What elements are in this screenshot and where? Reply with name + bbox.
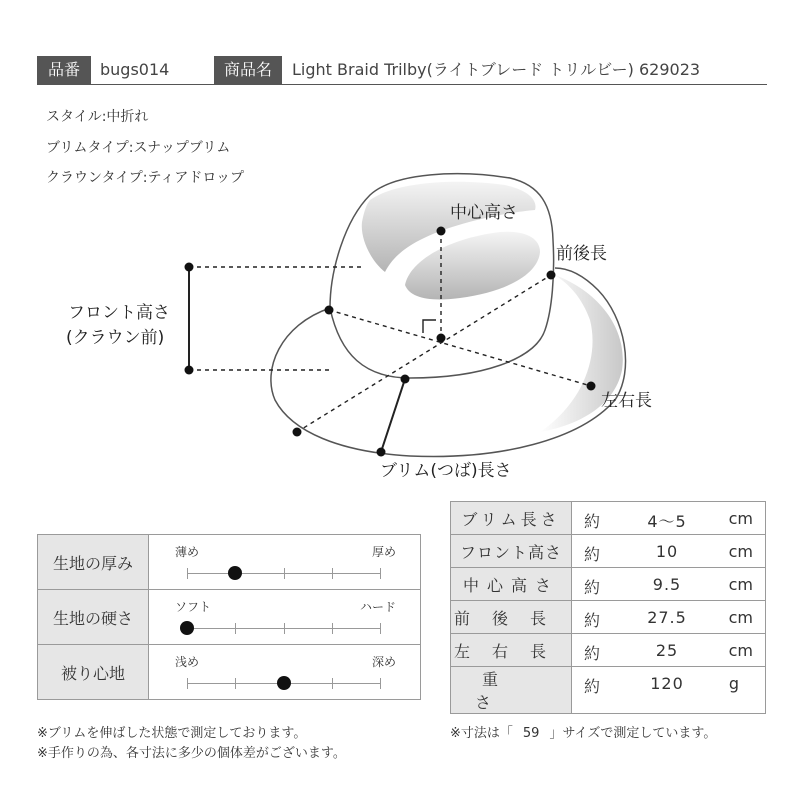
product-name: Light Braid Trilby(ライトブレード トリルビー) 629023 [292,60,701,79]
measurement-value: 10 [655,542,679,561]
measurement-value-cell [572,667,766,714]
label-front-height-2: (クラウン前) [66,328,165,348]
measurement-row [451,502,766,535]
rating-label: 被り心地 [38,645,149,700]
measurement-table [450,501,766,714]
measurement-row [451,667,766,714]
approx-mark: 約 [584,578,601,597]
scale-min-label: 薄め [175,545,200,559]
note-handmade-variance: ※手作りの為、各寸法に多少の個体差がございます。 [37,746,346,761]
label-front-back: 前後長 [556,244,607,264]
label-center-height: 中心高さ [450,203,518,223]
scale-marker [180,621,194,635]
measurement-row [451,568,766,601]
scale-max-label: 厚め [371,545,396,559]
rating-scale [149,590,421,645]
measurement-label: 前後長 [451,601,572,634]
scale-marker [277,676,291,690]
rating-row [38,535,421,590]
note-size-suffix: 」サイズで測定しています。 [549,726,717,741]
measurement-value-cell [572,568,766,601]
scale-max-label: ハード [359,600,396,614]
fabric-rating-table [37,534,421,700]
measurement-unit: cm [728,542,753,561]
measurement-label: 中心高さ [451,568,572,601]
measurement-label: ブリム長さ [451,502,572,535]
measurement-value: 9.5 [652,575,682,594]
product-name-label: 商品名 [214,56,282,84]
spec-style: スタイル:中折れ [46,109,149,125]
scale-min-label: ソフト [175,600,212,614]
measurement-unit: cm [728,641,753,660]
measurement-unit: cm [728,608,753,627]
measurement-row [451,601,766,634]
rating-scale [149,535,421,590]
measurement-unit: cm [728,575,753,594]
measurement-label: 重さ [451,667,572,714]
hat-diagram [0,160,800,490]
measurement-value-cell [572,634,766,667]
measurement-value: 120 [650,674,684,693]
note-size [450,722,716,741]
approx-mark: 約 [584,512,601,531]
measurement-unit: g [728,674,739,693]
scale-marker [228,566,242,580]
item-number: bugs014 [100,60,170,79]
measurement-value-cell [572,535,766,568]
measurement-value-cell [572,601,766,634]
measurement-value-cell [572,502,766,535]
measurement-value: 27.5 [647,608,687,627]
rating-scale [149,645,421,700]
measurement-label: フロント高さ [451,535,572,568]
rating-row [38,590,421,645]
note-size-value: 59 [522,726,540,741]
rating-row [38,645,421,700]
scale-min-label: 浅め [175,655,200,669]
note-size-prefix: ※寸法は「 [450,726,513,741]
item-number-label: 品番 [37,56,91,84]
scale-track [187,573,381,574]
approx-mark: 約 [584,677,601,696]
spec-brim-type: ブリムタイプ:スナップブリム [46,140,231,156]
rating-label: 生地の硬さ [38,590,149,645]
measurement-label: 左右長 [451,634,572,667]
approx-mark: 約 [584,644,601,663]
scale-max-label: 深め [371,655,396,669]
header-divider [37,84,767,85]
label-left-right: 左右長 [601,391,652,411]
note-brim-measured: ※ブリムを伸ばした状態で測定しております。 [37,726,307,741]
approx-mark: 約 [584,545,601,564]
approx-mark: 約 [584,611,601,630]
spec-crown-type: クラウンタイプ:ティアドロップ [46,170,245,186]
label-front-height-1: フロント高さ [68,303,170,323]
measurement-value: 4〜5 [647,512,687,531]
measurement-row [451,535,766,568]
measurement-row [451,634,766,667]
label-brim-length: ブリム(つば)長さ [380,461,512,481]
scale-track [187,683,381,684]
measurement-unit: cm [728,509,753,528]
rating-label: 生地の厚み [38,535,149,590]
measurement-value: 25 [655,641,679,660]
scale-track [187,628,381,629]
